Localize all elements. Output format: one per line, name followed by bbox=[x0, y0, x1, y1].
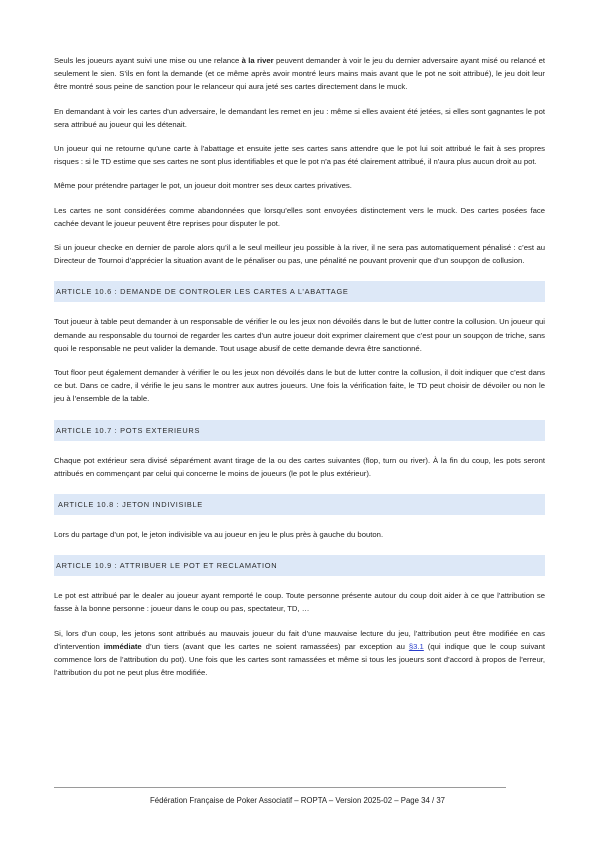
paragraph-text: Chaque pot extérieur sera divisé séparément avant tirage de la ou des cartes suivantes (flop, turn ou river). À la fin du coup, les pots seront attribués en commençant par celui qui concerne le moins de joueurs (le pot le plus extérieur). bbox=[54, 455, 545, 478]
paragraph-text: Si un joueur checke en dernier de parole alors qu’il a le seul meilleur jeu possible à la river, il ne sera pas automatiquement pénalisé : c’est au Directeur de Tournoi d’apprécier la situation avant de le pénaliser ou pas, une pénalité ne pouvant provenir que d’un soupçon de collusion. bbox=[54, 243, 545, 266]
paragraph bbox=[54, 179, 545, 192]
emphasis-text: immédiate bbox=[103, 641, 142, 651]
paragraph-text: peuvent demander à voir le jeu du dernier adversaire ayant misé ou relancé et seulement le sien. S’ils en font la demande (et ce même après avoir montré leurs mains mais avant que le pot ne soit attribué), le jeu doit leur être montré sous peine de sanction pour le relanceur qui aura jeté ses cartes directement dans le muck. bbox=[54, 56, 545, 92]
article-heading: ARTICLE 10.8 : JETON INDIVISIBLE bbox=[54, 494, 545, 515]
paragraph-text: Tout floor peut également demander à vérifier le ou les jeux non dévoilés dans le but de lutter contre la collusion, il doit indiquer que c’est dans ce but. Dans ce cadre, il vérifie le jeu sans le montrer aux autres joueurs. Une fois la vérification faite, le TD peut choisir de dévoiler ou non le jeu à l’ensemble de la table. bbox=[54, 368, 545, 404]
article-heading: ARTICLE 10.6 : DEMANDE DE CONTROLER LES CARTES A L’ABATTAGE bbox=[54, 281, 545, 302]
article-heading: ARTICLE 10.7 : POTS EXTERIEURS bbox=[54, 420, 545, 441]
paragraph-text: Le pot est attribué par le dealer au joueur ayant remporté le coup. Toute personne présente autour du coup doit aider à ce que l’attribution se fasse à la bonne personne : joueur dans le coup ou pas, spectateur, TD, … bbox=[54, 591, 545, 614]
paragraph bbox=[54, 589, 545, 615]
paragraph-text: (qui indique que le coup suivant commence lors de l’attribution du pot). Une fois que les cartes sont ramassées et même si tous les joueurs sont d’accord à propos de l’erreur, l’attribution du pot ne peut plus être modifiée. bbox=[54, 641, 545, 678]
paragraph bbox=[54, 241, 545, 267]
page-footer: Fédération Française de Poker Associatif – ROPTA – Version 2025-02 – Page 34 / 37 bbox=[149, 796, 445, 805]
paragraph bbox=[54, 105, 545, 131]
document-body bbox=[54, 54, 545, 690]
article-heading: ARTICLE 10.9 : ATTRIBUER LE POT ET RECLAMATION bbox=[54, 555, 545, 576]
paragraph-text: En demandant à voir les cartes d'un adversaire, le demandant les remet en jeu : même si elles avaient été jetées, si elles sont gagnantes le pot sera attribué au joueur qui les détenait. bbox=[54, 106, 545, 129]
paragraph bbox=[54, 54, 545, 94]
paragraph bbox=[54, 366, 545, 406]
paragraph-text: Les cartes ne sont considérées comme abandonnées que lorsqu’elles sont envoyées distinctement vers le muck. Des cartes posées face cachée devant le joueur peuvent être reprises pour disputer le pot. bbox=[54, 205, 545, 228]
paragraph bbox=[54, 142, 545, 168]
section-reference-link[interactable]: §3.1 bbox=[408, 641, 424, 651]
paragraph bbox=[54, 315, 545, 355]
paragraph-text: Seuls les joueurs ayant suivi une mise ou une relance bbox=[54, 56, 242, 65]
paragraph-text: Lors du partage d’un pot, le jeton indivisible va au joueur en jeu le plus près à gauche du bouton. bbox=[54, 530, 384, 540]
paragraph bbox=[54, 528, 545, 541]
paragraph bbox=[54, 627, 545, 680]
paragraph-text: Même pour prétendre partager le pot, un joueur doit montrer ses deux cartes privatives. bbox=[54, 181, 352, 191]
paragraph-text: Un joueur qui ne retourne qu'une carte à l'abattage et ensuite jette ses cartes sans attendre que le pot lui soit attribué le fait à ses propres risques : si le TD estime que ses cartes ne sont plus identifiables et que le pot n'a pas été clairement attribué, il n'aura plus aucun droit au pot. bbox=[54, 144, 545, 167]
paragraph bbox=[54, 204, 545, 230]
paragraph-text: Tout joueur à table peut demander à un responsable de vérifier le ou les jeux non dévoilés dans le but de lutter contre la collusion. Un joueur qui demande au responsable du tournoi de regarder les cartes d'un autre joueur doit exprimer clairement que c’est pour un soupçon de triche, sans quoi le responsable ne peut valider la demande. Tout usage abusif de cette demande devra être sanctionné. bbox=[54, 317, 545, 353]
paragraph-text: d’un tiers (avant que les cartes ne soient ramassées) par exception au bbox=[141, 641, 409, 651]
paragraph bbox=[54, 454, 545, 480]
emphasis-text: à la river bbox=[241, 56, 274, 65]
footer-divider bbox=[54, 787, 506, 788]
paragraph-text: Si, lors d’un coup, les jetons sont attribués au mauvais joueur du fait d’une mauvaise lecture du jeu, l’attribution peut être modifiée en cas d’intervention bbox=[54, 628, 545, 651]
